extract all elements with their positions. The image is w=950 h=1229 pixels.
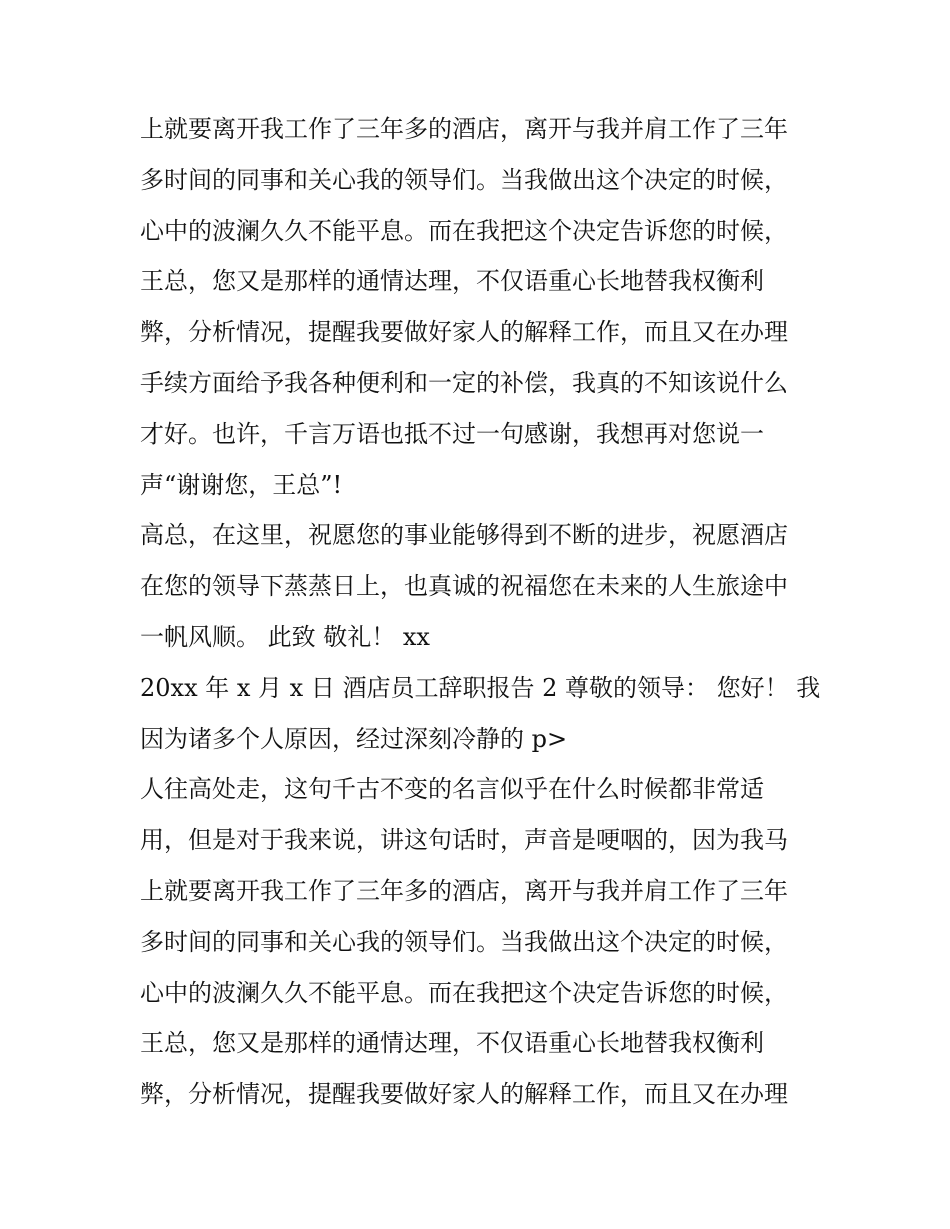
text-line: 多时间的同事和关心我的领导们。当我做出这个决定的时候， bbox=[140, 165, 788, 194]
text-line: 高总，在这里，祝愿您的事业能够得到不断的进步，祝愿酒店 bbox=[140, 521, 788, 550]
text-line: 用，但是对于我来说，讲这句话时，声音是哽咽的，因为我马 bbox=[140, 826, 788, 855]
document-body bbox=[140, 104, 820, 1120]
text-line: 人往高处走，这句千古不变的名言似乎在什么时候都非常适 bbox=[140, 775, 764, 804]
text-line: 20xx 年 x 月 x 日 酒店员工辞职报告 2 尊敬的领导： 您好！ 我 bbox=[140, 673, 821, 702]
text-line: 王总，您又是那样的通情达理，不仅语重心长地替我权衡利 bbox=[140, 267, 764, 296]
text-line: 才好。也许，千言万语也抵不过一句感谢，我想再对您说一 bbox=[140, 419, 764, 448]
text-line: 声“谢谢您，王总”! bbox=[140, 470, 343, 499]
text-line: 弊，分析情况，提醒我要做好家人的解释工作，而且又在办理 bbox=[140, 1080, 788, 1109]
text-line: 上就要离开我工作了三年多的酒店，离开与我并肩工作了三年 bbox=[140, 115, 788, 143]
text-line: 在您的领导下蒸蒸日上，也真诚的祝福您在未来的人生旅途中 bbox=[140, 572, 788, 601]
text-line: 心中的波澜久久不能平息。而在我把这个决定告诉您的时候， bbox=[140, 978, 788, 1007]
text-line: 多时间的同事和关心我的领导们。当我做出这个决定的时候， bbox=[140, 927, 788, 956]
text-line: 弊，分析情况，提醒我要做好家人的解释工作，而且又在办理 bbox=[140, 318, 788, 347]
text-line: 一帆风顺。 此致 敬礼！ xx bbox=[140, 622, 430, 651]
text-line: 手续方面给予我各种便利和一定的补偿，我真的不知该说什么 bbox=[140, 368, 788, 397]
text-line: 王总，您又是那样的通情达理，不仅语重心长地替我权衡利 bbox=[140, 1029, 764, 1058]
text-line: 心中的波澜久久不能平息。而在我把这个决定告诉您的时候， bbox=[140, 216, 788, 245]
text-line: 上就要离开我工作了三年多的酒店，离开与我并肩工作了三年 bbox=[140, 876, 788, 905]
text-line: 因为诸多个人原因，经过深刻冷静的 p> bbox=[140, 724, 568, 753]
